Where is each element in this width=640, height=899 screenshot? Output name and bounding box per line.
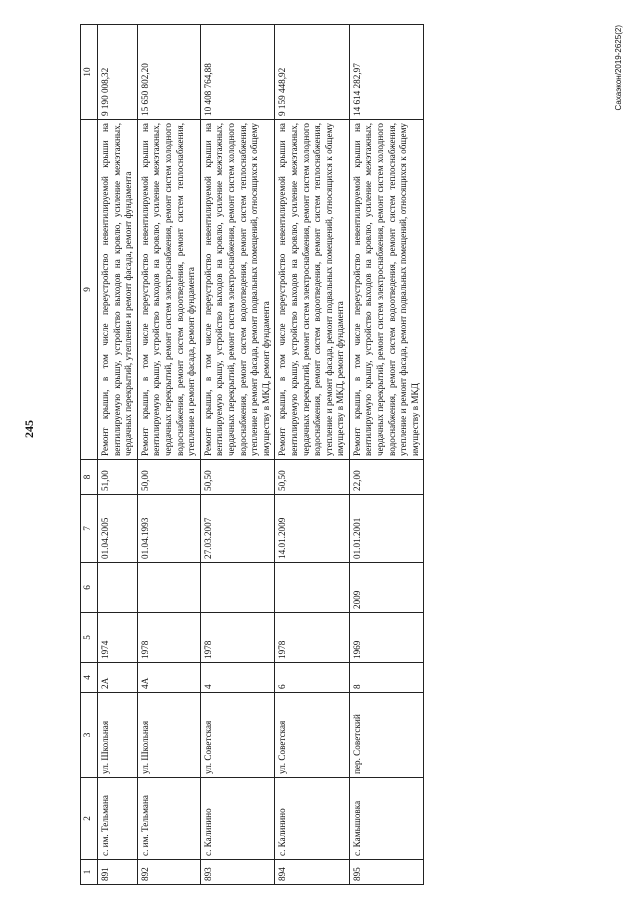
settlement: с. им. Тельмана bbox=[98, 778, 138, 860]
page-number: 245 bbox=[22, 420, 36, 438]
table-row bbox=[275, 25, 350, 885]
year-built: 1978 bbox=[275, 613, 350, 663]
cost: 14 614 282,97 bbox=[349, 25, 424, 120]
house-number: 4 bbox=[200, 663, 275, 693]
house-number: 8 bbox=[349, 663, 424, 693]
percent: 51,00 bbox=[98, 460, 138, 495]
street: ул. Школьная bbox=[137, 693, 200, 778]
date: 27.03.2007 bbox=[200, 495, 275, 563]
year-built: 1974 bbox=[98, 613, 138, 663]
table-row bbox=[349, 25, 424, 885]
col6-value: 2009 bbox=[349, 563, 424, 613]
street: ул. Школьная bbox=[98, 693, 138, 778]
col-header: 9 bbox=[81, 120, 98, 460]
col-header: 3 bbox=[81, 693, 98, 778]
table-row bbox=[200, 25, 275, 885]
settlement: с. Калинино bbox=[200, 778, 275, 860]
row-number: 891 bbox=[98, 860, 138, 885]
col-header: 1 bbox=[81, 860, 98, 885]
row-number: 895 bbox=[349, 860, 424, 885]
settlement: с. Калинино bbox=[275, 778, 350, 860]
col6-value bbox=[275, 563, 350, 613]
row-number: 893 bbox=[200, 860, 275, 885]
row-number: 894 bbox=[275, 860, 350, 885]
street: ул. Советская bbox=[275, 693, 350, 778]
col-header: 6 bbox=[81, 563, 98, 613]
rotated-table-container bbox=[80, 25, 623, 885]
col-header: 4 bbox=[81, 663, 98, 693]
header-row bbox=[81, 25, 98, 885]
house-number: 2А bbox=[98, 663, 138, 693]
row-number: 892 bbox=[137, 860, 200, 885]
percent: 22,00 bbox=[349, 460, 424, 495]
document-footer-code: Сахаэкон/2019-2625(2) bbox=[614, 25, 623, 111]
col6-value bbox=[137, 563, 200, 613]
col6-value bbox=[98, 563, 138, 613]
works-description: Ремонт крыши, в том числе переустройство невентилируемой крыши на вентилируемую крышу, устройство выходов на кровлю, усиление межэтажных, чердачных перекрытий, ремонт систем электроснабжения, ремонт систем холодного водоснабжения, ремонт систем водоотведения, ремонт систем теплоснабжения, утепление и ремонт фасада, ремонт подвальных помещений, относящихся к общему имуществу в МКД bbox=[349, 120, 424, 460]
works-description: Ремонт крыши, в том числе переустройство невентилируемой крыши на вентилируемую крышу, устройство выходов на кровлю, усиление межэтажных, чердачных перекрытий, ремонт систем электроснабжения, ремонт систем холодного водоснабжения, ремонт систем водоотведения, ремонт систем теплоснабжения, утепление и ремонт фасада, ремонт подвальных помещений, относящихся к общему имуществу в МКД, ремонт фундамента bbox=[275, 120, 350, 460]
cost: 15 650 802,20 bbox=[137, 25, 200, 120]
date: 01.04.1993 bbox=[137, 495, 200, 563]
table-row bbox=[98, 25, 138, 885]
year-built: 1978 bbox=[137, 613, 200, 663]
table-row bbox=[137, 25, 200, 885]
house-number: 6 bbox=[275, 663, 350, 693]
percent: 50,50 bbox=[200, 460, 275, 495]
col-header: 10 bbox=[81, 25, 98, 120]
date: 01.04.2005 bbox=[98, 495, 138, 563]
settlement: с. им. Тельмана bbox=[137, 778, 200, 860]
works-description: Ремонт крыши, в том числе переустройство невентилируемой крыши на вентилируемую крышу, устройство выходов на кровлю, усиление межэтажных, чердачных перекрытий, ремонт систем электроснабжения, ремонт систем холодного водоснабжения, ремонт систем водоотведения, ремонт систем теплоснабжения, утепление и ремонт фасада, ремонт подвальных помещений, относящихся к общему имуществу в МКД, ремонт фундамента bbox=[200, 120, 275, 460]
col-header: 7 bbox=[81, 495, 98, 563]
col6-value bbox=[200, 563, 275, 613]
date: 01.01.2001 bbox=[349, 495, 424, 563]
cost: 9 159 448,92 bbox=[275, 25, 350, 120]
col-header: 5 bbox=[81, 613, 98, 663]
percent: 50,50 bbox=[275, 460, 350, 495]
street: ул. Советская bbox=[200, 693, 275, 778]
settlement: с. Камышовка bbox=[349, 778, 424, 860]
year-built: 1969 bbox=[349, 613, 424, 663]
cost: 9 190 008,32 bbox=[98, 25, 138, 120]
works-description: Ремонт крыши, в том числе переустройство невентилируемой крыши на вентилируемую крышу, устройство выходов на кровлю, усиление межэтажных, чердачных перекрытий, ремонт систем электроснабжения, ремонт систем холодного водоснабжения, ремонт систем водоотведения, ремонт систем теплоснабжения, утепление и ремонт фасада, ремонт фундамента bbox=[137, 120, 200, 460]
street: пер. Советский bbox=[349, 693, 424, 778]
works-description: Ремонт крыши, в том числе переустройство невентилируемой крыши на вентилируемую крышу, устройство выходов на кровлю, усиление межэтажных, чердачных перекрытий, утепление и ремонт фасада, ремонт фундамента bbox=[98, 120, 138, 460]
capital-repair-table bbox=[80, 24, 424, 885]
cost: 10 408 764,88 bbox=[200, 25, 275, 120]
year-built: 1978 bbox=[200, 613, 275, 663]
percent: 50,00 bbox=[137, 460, 200, 495]
date: 14.01.2009 bbox=[275, 495, 350, 563]
col-header: 2 bbox=[81, 778, 98, 860]
house-number: 4А bbox=[137, 663, 200, 693]
col-header: 8 bbox=[81, 460, 98, 495]
